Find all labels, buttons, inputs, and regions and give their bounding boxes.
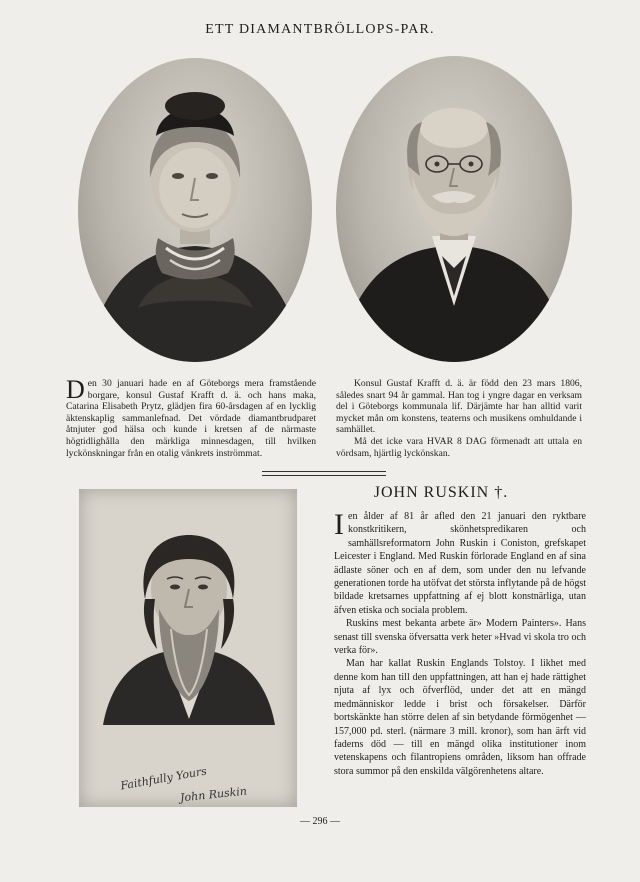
portrait-woman-illustration (78, 58, 312, 362)
portrait-man-illustration (336, 56, 572, 362)
right-column (336, 378, 582, 459)
portrait-ruskin-illustration (79, 489, 297, 807)
section-divider-top (262, 471, 386, 472)
dropcap-i: I (334, 508, 344, 541)
signature-line-2: John Ruskin (179, 784, 248, 805)
page-number: — 296 — (300, 816, 340, 827)
page-header: ETT DIAMANTBRÖLLOPS-PAR. (205, 22, 435, 37)
ruskin-paragraph-1 (334, 510, 586, 617)
right-column-paragraph-2: Må det icke vara HVAR 8 DAG förmenadt att uttala en vördsam, hjärtlig lyckönskan. (336, 435, 582, 459)
ruskin-section-title: JOHN RUSKIN †. (373, 484, 509, 501)
dropcap-d: D (66, 375, 85, 404)
right-column-paragraph-1: Konsul Gustaf Krafft d. ä. är född den 23 mars 1806, således snart 94 år gammal. Han tog i yngre dagar en verksam del i Göteborgs kommunala lif. Därjämte har han alltid varit mycket mån om konstens, teaterns och musikens omhuldande i samhället. (336, 378, 582, 436)
signature-line-1: Faithfully Yours (119, 764, 208, 793)
left-column-paragraph (66, 375, 316, 459)
section-divider-bottom (262, 475, 386, 476)
ruskin-paragraph-2: Ruskins mest bekanta arbete är» Modern Painters». Hans senast till svenska öfversatta verk heter »Hvad vi skola tro och verka för». (334, 618, 586, 657)
portrait-ruskin (79, 489, 297, 807)
left-column (66, 375, 316, 459)
left-column-text: en 30 januari hade en af Göteborgs mera framstående borgare, konsul Gustaf Krafft d. ä. och hans maka, Catarina Elisabeth Prytz, glädjen fira 60-årsdagen af en lycklig äktenskaplig sammanlefnad. Det vördade diamantbrudparet åtnjuter god hälsa och kunde i kretsen af de närmaste högtidlighålla den märkliga minnesdagen, till hvilken lyckönskningar från en otalig vänkrets inströmmat. (66, 378, 316, 459)
ruskin-article (334, 510, 586, 778)
portrait-woman (78, 58, 312, 362)
portrait-man (336, 56, 572, 362)
ruskin-paragraph-1-text: en ålder af 81 år afled den 21 januari den ryktbare konstkritikern, skönhetspredikaren och samhällsreformatorn John Ruskin i Coniston, grefskapet Leicester i England. Med Ruskin förlorade England en af sina ädlaste söner och en af dem, som under den nu lefvande generationen torde ha utöfvat det största inflytande på de högst bildade kretsarnes uppfattning af ej blott konstnärliga, utan äfven etiska och sociala problem. (334, 511, 586, 616)
ruskin-paragraph-3: Man har kallat Ruskin Englands Tolstoy. I likhet med denne kom han till den uppfattningen, att han ej hade rättighet njuta af lyx och öfverflöd, under det att en mängd medmänniskor ledde i brist och försakelser. Därför bortskänkte han större delen af sin betydande förmögenhet — 157,000 pd. sterl. (närmare 3 mill. kronor), som han ärft vid faderns död — till en mängd olika institutioner inom vetenskapens och filantropiens områden, liksom han offrade stora summor på den enskilda välgörenhetens altare. (334, 658, 586, 777)
